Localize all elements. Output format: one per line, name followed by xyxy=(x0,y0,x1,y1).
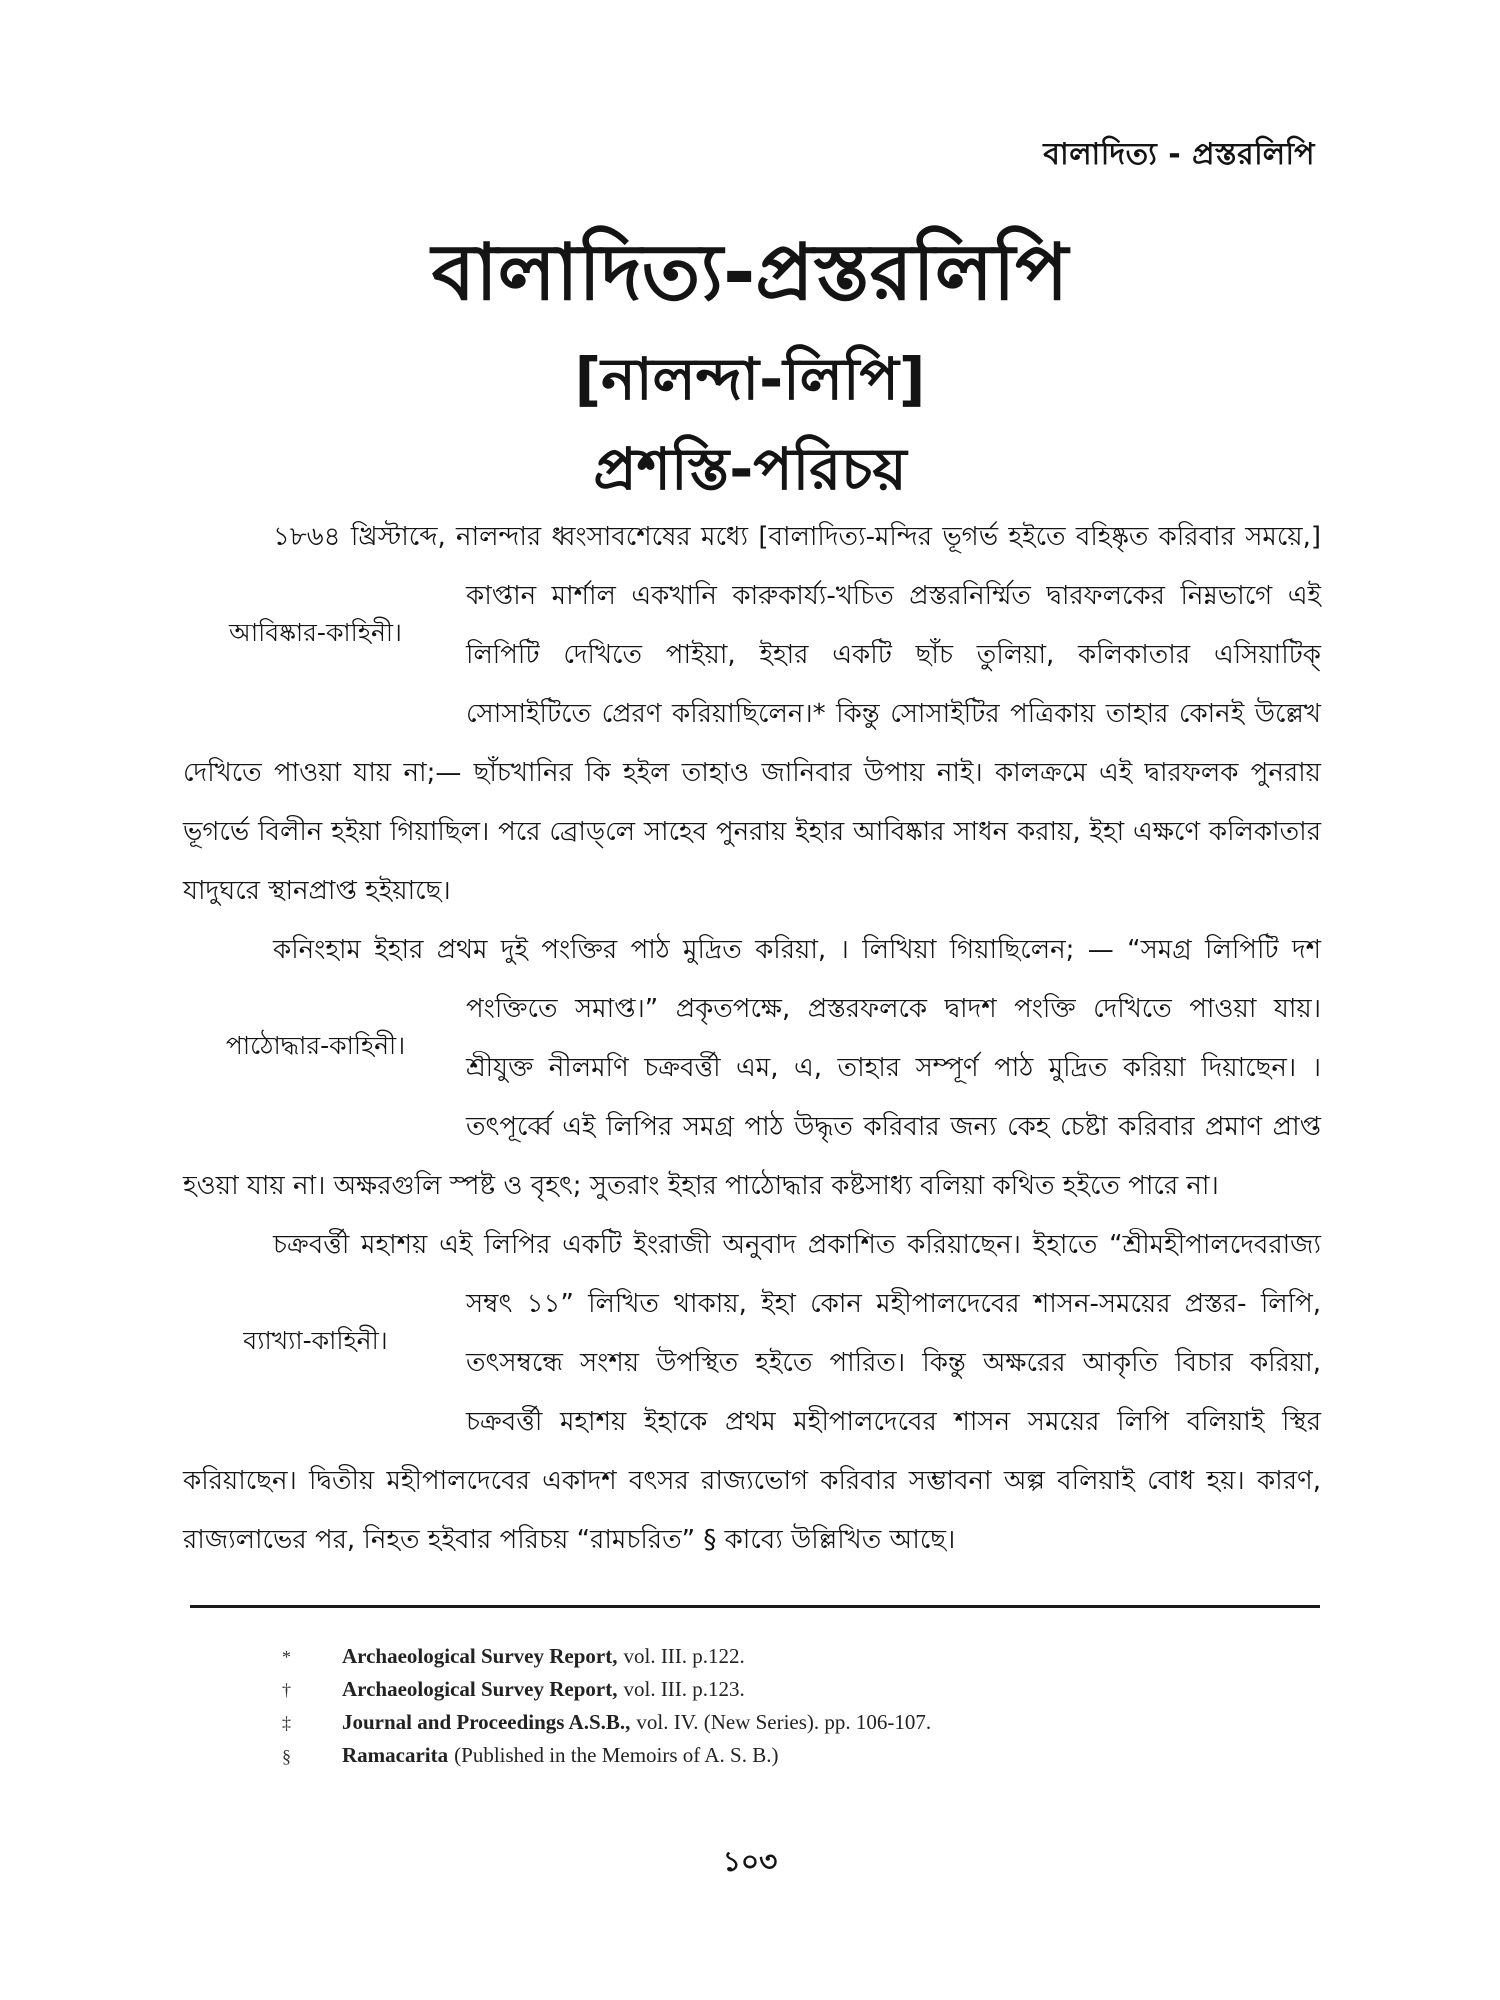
footnote-item xyxy=(282,1706,1182,1739)
footnote-mark: § xyxy=(282,1746,291,1766)
paragraph-discovery xyxy=(183,508,1321,921)
footnote-source: Ramacarita xyxy=(342,1743,449,1767)
paragraph-text-before: ১৮৬৪ খ্রিস্টাব্দে, নালন্দার ধ্বংসাবশেষের মধ্যে [বালাদিত্য-মন্দির ভূগর্ভ হইতে বহিষ্কৃত করিবার সময়ে,] কাপ্তান মার্শাল একখানি কারুকার্য্য-খচিত প্রস্তরনির্ম্মিত দ্বারফলকের নিম্নভাগে xyxy=(273,522,1321,611)
running-head: বালাদিত্য - প্রস্তরলিপি xyxy=(1043,137,1315,172)
footnote-item xyxy=(282,1739,1182,1772)
footnote-reference: vol. III. p.122. xyxy=(623,1644,745,1668)
footnote-reference: vol. III. p.123. xyxy=(623,1677,745,1701)
footnote-item xyxy=(282,1673,1182,1706)
page-title: বালাদিত্য-প্রস্তরলিপি xyxy=(431,228,1069,318)
sidenote-decipherment: পাঠোদ্ধার-কাহিনী। xyxy=(225,1031,406,1060)
paragraph-text-after: লিপি, তৎসম্বন্ধে সংশয় উপস্থিত হইতে পারিত। কিন্তু অক্ষরের আকৃতি বিচার করিয়া, চক্রবর্ত্তী মহাশয় ইহাকে প্রথম মহীপালদেবের শাসন সময়ের লিপি বলিয়াই স্থির করিয়াছেন। দ্বিতীয় মহীপালদেবের একাদশ বৎসর রাজ্যভোগ করিবার সম্ভাবনা অল্প বলিয়াই বোধ হয়। কারণ, রাজ্যলাভের পর, নিহত হইবার পরিচয় “রামচরিত” § কাব্যে উল্লিখিত আছে। xyxy=(183,1289,1321,1555)
sidenote-discovery: আবিষ্কার-কাহিনী। xyxy=(228,618,402,647)
paragraph-text-after: শ্রীযুক্ত নীলমণি চক্রবর্ত্তী এম, এ, তাহার সম্পূর্ণ পাঠ মুদ্রিত করিয়া দিয়াছেন। । তৎপূর্ব্বে এই লিপির সমগ্র পাঠ উদ্ধৃত করিবার জন্য কেহ চেষ্টা করিবার প্রমাণ প্রাপ্ত হওয়া যায় না। অক্ষরগুলি স্পষ্ট ও বৃহৎ; সুতরাং ইহার পাঠোদ্ধার কষ্টসাধ্য বলিয়া কথিত হইতে পারে না। xyxy=(183,1053,1321,1201)
paragraph-text-before: কনিংহাম ইহার প্রথম দুই পংক্তির পাঠ মুদ্রিত করিয়া, । লিখিয়া গিয়াছিলেন; — “সমগ্র লিপিটি দশ পংক্তিতে সমাপ্ত।” প্রকৃতপক্ষে, প্রস্তরফলকে দ্বাদশ পংক্তি দেখিতে পাওয়া যায়। xyxy=(273,935,1321,1024)
footnote-item xyxy=(282,1640,1182,1673)
footnote-divider xyxy=(190,1605,1320,1608)
footnote-reference: vol. IV. (New Series). pp. 106-107. xyxy=(636,1710,932,1734)
body-text xyxy=(183,508,1321,1570)
paragraph-text-before: চক্রবর্ত্তী মহাশয় এই লিপির একটি ইংরাজী অনুবাদ প্রকাশিত করিয়াছেন। ইহাতে “শ্রীমহীপালদেবরাজ্য সম্বৎ ১১” লিখিত থাকায়, ইহা কোন মহীপালদেবের শাসন-সময়ের প্রস্তর- xyxy=(273,1230,1321,1319)
subtitle-prashasti-parichay: প্রশস্তি-পরিচয় xyxy=(593,435,907,503)
footnote-source: Journal and Proceedings A.S.B., xyxy=(342,1710,631,1734)
footnote-reference: (Published in the Memoirs of A. S. B.) xyxy=(454,1743,779,1767)
footnote-mark: ‡ xyxy=(282,1713,291,1733)
paragraph-decipherment xyxy=(183,921,1321,1216)
footnote-source: Archaeological Survey Report, xyxy=(342,1644,618,1668)
subtitle-nalanda-lipi: [নালন্দা-লিপি] xyxy=(574,345,926,413)
footnotes xyxy=(282,1640,1182,1772)
page-number: ১০৩ xyxy=(722,1845,778,1878)
footnote-source: Archaeological Survey Report, xyxy=(342,1677,618,1701)
paragraph-interpretation xyxy=(183,1216,1321,1570)
footnote-mark: † xyxy=(282,1680,291,1700)
sidenote-interpretation: ব্যাখ্যা-কাহিনী। xyxy=(243,1326,388,1355)
footnote-mark: * xyxy=(282,1647,291,1667)
paragraph-text-after: এই লিপিটি দেখিতে পাইয়া, ইহার একটি ছাঁচ তুলিয়া, কলিকাতার এসিয়াটিক্ সোসাইটিতে প্রেরণ করিয়াছিলেন।* কিন্তু সোসাইটির পত্রিকায় তাহার কোনই উল্লেখ দেখিতে পাওয়া যায় না;— ছাঁচখানির কি হইল তাহাও জানিবার উপায় নাই। কালক্রমে এই দ্বারফলক পুনরায় ভূগর্ভে বিলীন হইয়া গিয়াছিল। পরে ব্রোড্‌লে সাহেব পুনরায় ইহার আবিষ্কার সাধন করায়, ইহা এক্ষণে কলিকাতার যাদুঘরে স্থানপ্রাপ্ত হইয়াছে। xyxy=(183,581,1322,906)
